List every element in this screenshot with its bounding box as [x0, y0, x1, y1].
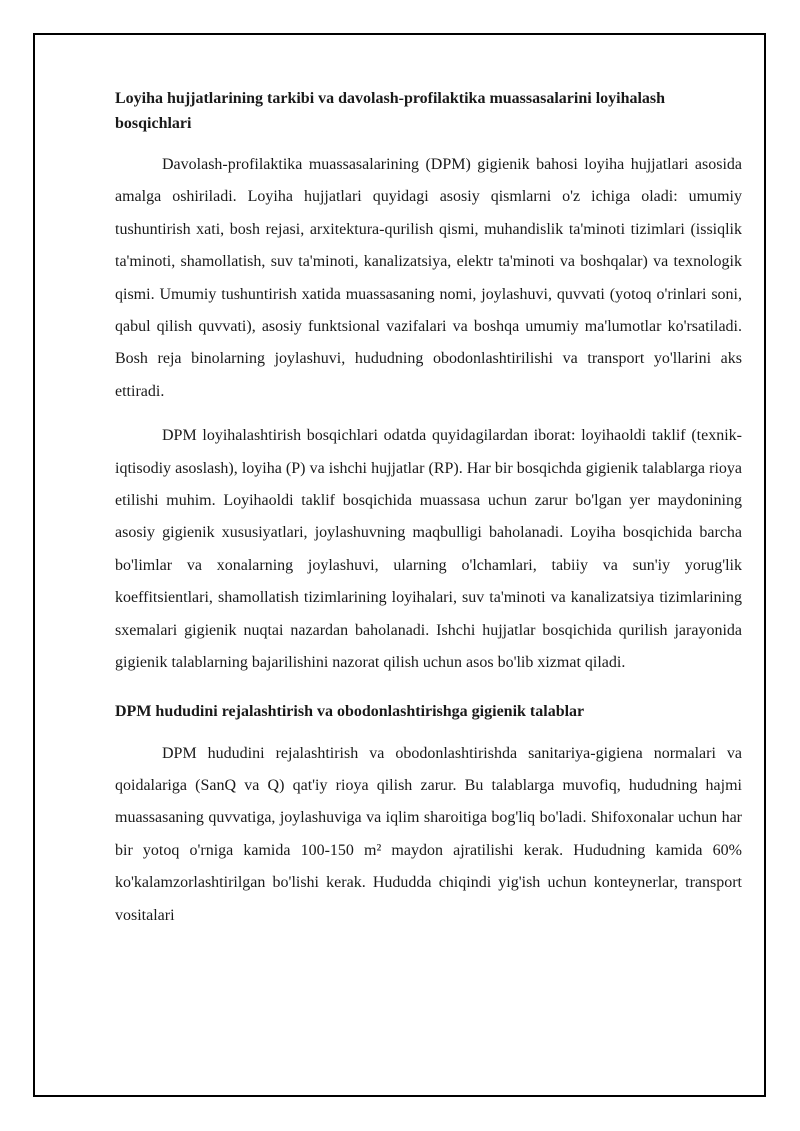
- paragraph-territory-requirements: DPM hududini rejalashtirish va obodonlashtirishda sanitariya-gigiena normalari va qoidalariga (SanQ va Q) qat'iy rioya qilish zarur. Bu talablarga muvofiq, hududning hajmi muassasaning quvvatiga, joylashuviga va iqlim sharoitiga bog'liq bo'ladi. Shifoxonalar uchun har bir yotoq o'rniga kamida 100-150 m² maydon ajratilishi kerak. Hududning kamida 60% ko'kalamzorlashtirilgan bo'lishi kerak. Hududda chiqindi yig'ish uchun konteynerlar, transport vositalari: [115, 744, 742, 924]
- paragraph-design-documents-composition: Davolash-profilaktika muassasalarining (DPM) gigienik bahosi loyiha hujjatlari asosida amalga oshiriladi. Loyiha hujjatlari quyidagi asosiy qismlarni o'z ichiga oladi: umumiy tushuntirish xati, bosh rejasi, arxitektura-qurilish qismi, muhandislik ta'minoti tizimlari (issiqlik ta'minoti, shamollatish, suv ta'minoti, kanalizatsiya, elektr ta'minoti va boshqalar) va texnologik qismi. Umumiy tushuntirish xatida muassasaning nomi, joylashuvi, quvvati (yotoq o'rinlari soni, qabul qilish quvvati), asosiy funktsional vazifalari va boshqa umumiy ma'lumotlar ko'rsatiladi. Bosh reja binolarning joylashuvi, hududning obodonlashtirilishi va transport yo'llarini aks ettiradi.: [115, 156, 742, 400]
- section-heading-design-documents: Loyiha hujjatlarining tarkibi va davolash-profilaktika muassasalarini loyihalash bosqichlari: [115, 90, 666, 132]
- paragraph-design-stages: DPM loyihalashtirish bosqichlari odatda quyidagilardan iborat: loyihaoldi taklif (texnik-iqtisodiy asoslash), loyiha (P) va ishchi hujjatlar (RP). Har bir bosqichda gigienik talablarga rioya etilishi muhim. Loyihaoldi taklif bosqichida muassasa uchun zarur bo'lgan yer maydonining asosiy gigienik xususiyatlari, joylashuvning maqbulligi baholanadi. Loyiha bosqichida barcha bo'limlar va xonalarning joylashuvi, ularning o'lchamlari, tabiiy va sun'iy yorug'lik koeffitsientlari, shamollatish tizimlarining loyihalari, suv ta'minoti va kanalizatsiya tizimlarining sxemalari gigienik nuqtai nazardan baholanadi. Ishchi hujjatlar bosqichida qurilish jarayonida gigienik talablarning bajarilishini nazorat qilish uchun asos bo'lib xizmat qiladi.: [115, 427, 742, 672]
- section-heading-territory-requirements: DPM hududini rejalashtirish va obodonlashtirishga gigienik talablar: [115, 702, 585, 720]
- document-body: [115, 86, 742, 944]
